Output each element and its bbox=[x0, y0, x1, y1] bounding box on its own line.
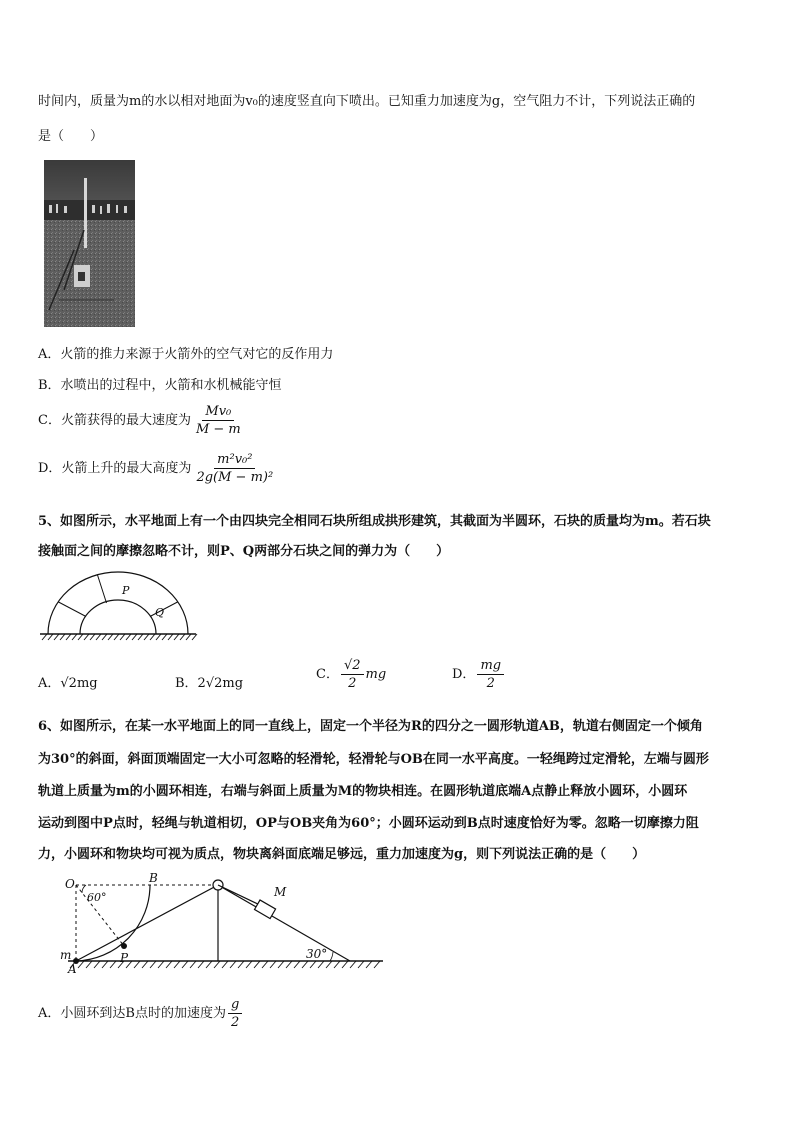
q4-option-d-label: D．火箭上升的最大高度为 bbox=[38, 461, 192, 476]
q4-option-c[interactable] bbox=[38, 404, 246, 437]
q5-option-d-fraction bbox=[477, 658, 504, 691]
q5-option-d[interactable] bbox=[452, 658, 506, 691]
q5-option-c-numerator: √2 bbox=[341, 658, 364, 675]
ground-hatching bbox=[42, 634, 197, 640]
q6-option-a-label: A．小圆环到达B点时的加速度为 bbox=[38, 1006, 226, 1021]
label-p: P bbox=[120, 951, 129, 965]
label-b: B bbox=[149, 871, 158, 885]
q5-option-d-label: D． bbox=[452, 667, 476, 682]
label-angle-60: 60° bbox=[87, 891, 107, 904]
arch-label-p: P bbox=[122, 584, 130, 597]
track-incline-figure bbox=[38, 870, 388, 975]
label-m-small: m bbox=[60, 948, 72, 962]
q6-option-a-numerator: g bbox=[228, 997, 242, 1014]
q5-option-c-label: C． bbox=[316, 667, 339, 682]
q4-option-c-label: C．火箭获得的最大速度为 bbox=[38, 413, 191, 428]
q6-option-a[interactable] bbox=[38, 997, 244, 1030]
q5-option-b[interactable]: B．2√2mg bbox=[175, 676, 244, 691]
q6-stem-line4: 运动到图中P点时，轻绳与轨道相切，OP与OB夹角为60°；小圆环运动到B点时速度恰好为零。忽略一切摩擦力阻 bbox=[38, 816, 699, 831]
q5-stem-line1: 5、如图所示，水平地面上有一个由四块完全相同石块所组成拱形建筑，其截面为半圆环，石块的质量均为m。若石块 bbox=[38, 514, 711, 529]
q4-option-d[interactable] bbox=[38, 452, 278, 485]
q5-stem-line2: 接触面之间的摩擦忽略不计，则P、Q两部分石块之间的弹力为（ ） bbox=[38, 544, 450, 559]
q4-option-c-numerator: Mv₀ bbox=[202, 404, 234, 421]
ring-icon bbox=[121, 943, 127, 949]
q6-stem-line5: 力，小圆环和物块均可视为质点，物块离斜面底端足够远，重力加速度为g，则下列说法正确的是（ ） bbox=[38, 847, 646, 862]
label-incline-angle: 30° bbox=[306, 947, 328, 961]
q6-option-a-fraction bbox=[228, 997, 242, 1030]
q4-option-d-fraction bbox=[193, 452, 276, 485]
q4-option-c-denominator: M − m bbox=[195, 422, 241, 437]
q5-option-d-numerator: mg bbox=[477, 658, 504, 675]
q5-option-c-denominator: 2 bbox=[348, 676, 357, 691]
q6-stem-line1: 6、如图所示，在某一水平地面上的同一直线上，固定一个半径为R的四分之一圆形轨道AB，轨道右侧固定一个倾角 bbox=[38, 719, 703, 734]
q4-stem-line1: 时间内，质量为m的水以相对地面为v₀的速度竖直向下喷出。已知重力加速度为g，空气阻力不计，下列说法正确的 bbox=[38, 94, 696, 109]
q4-option-d-numerator: m²v₀² bbox=[214, 452, 255, 469]
q5-option-c[interactable] bbox=[316, 658, 386, 691]
q5-option-d-denominator: 2 bbox=[486, 676, 495, 691]
q4-option-c-fraction bbox=[193, 404, 244, 437]
q4-option-d-denominator: 2g(M − m)² bbox=[196, 470, 274, 485]
ground-hatching-q6 bbox=[70, 961, 380, 968]
q4-option-b[interactable]: B．水喷出的过程中，火箭和水机械能守恒 bbox=[38, 378, 282, 393]
label-o: O bbox=[65, 877, 75, 891]
q5-option-c-fraction bbox=[341, 658, 364, 691]
q4-stem-line2: 是（ ） bbox=[38, 129, 104, 144]
q6-option-a-denominator: 2 bbox=[230, 1015, 240, 1030]
q6-stem-line2: 为30°的斜面，斜面顶端固定一大小可忽略的轻滑轮，轻滑轮与OB在同一水平高度。一轻绳跨过定滑轮，左端与圆形 bbox=[38, 752, 709, 767]
label-m-big: M bbox=[274, 885, 287, 899]
label-a: A bbox=[68, 962, 77, 975]
q6-stem-line3: 轨道上质量为m的小圆环相连，右端与斜面上质量为M的物块相连。在圆形轨道底端A点静止释放小圆环，小圆环 bbox=[38, 784, 688, 799]
water-rocket-photo bbox=[44, 160, 135, 327]
q4-option-a[interactable]: A．火箭的推力来源于火箭外的空气对它的反作用力 bbox=[38, 347, 334, 362]
q5-option-c-unit: mg bbox=[365, 667, 387, 682]
q5-option-a[interactable]: A．√2mg bbox=[38, 676, 98, 691]
arch-label-q: Q bbox=[155, 606, 165, 619]
arch-figure bbox=[38, 566, 198, 641]
